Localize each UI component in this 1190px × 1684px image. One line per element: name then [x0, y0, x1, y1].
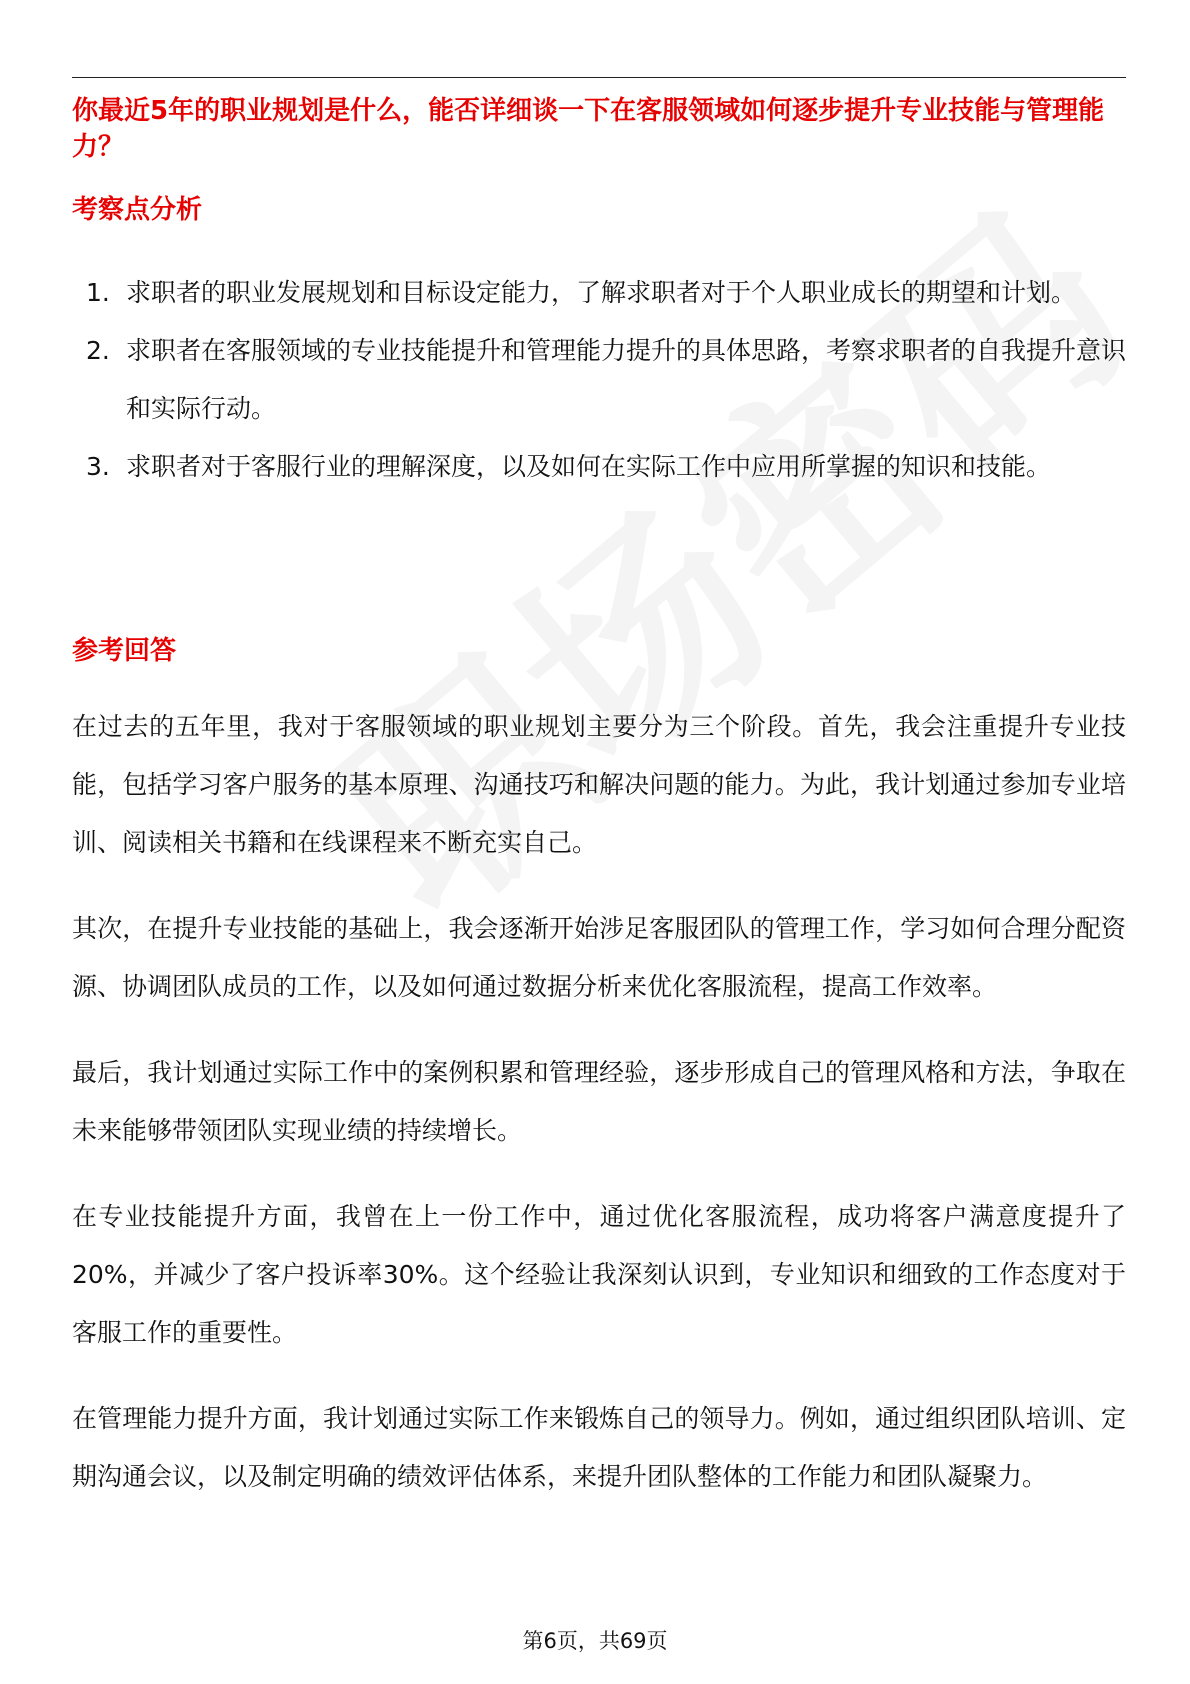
question-title: 你最近5年的职业规划是什么，能否详细谈一下在客服领域如何逐步提升专业技能与管理能力？	[72, 96, 1105, 162]
analysis-point	[72, 264, 1126, 322]
analysis-heading: 考察点分析	[72, 195, 203, 225]
answer-paragraph: 在管理能力提升方面，我计划通过实际工作来锻炼自己的领导力。例如，通过组织团队培训、定期沟通会议，以及制定明确的绩效评估体系，来提升团队整体的工作能力和团队凝聚力。	[72, 1404, 1126, 1491]
page-footer: 第6页，共69页	[522, 1629, 668, 1653]
point-number: 3.	[86, 452, 110, 481]
answer-paragraph: 在专业技能提升方面，我曾在上一份工作中，通过优化客服流程，成功将客户满意度提升了20%，并减少了客户投诉率30%。这个经验让我深刻认识到，专业知识和细致的工作态度对于客服工作的重要性。	[72, 1202, 1126, 1347]
top-divider	[72, 77, 1126, 78]
document-page	[72, 0, 1126, 1684]
answer-paragraph: 其次，在提升专业技能的基础上，我会逐渐开始涉足客服团队的管理工作，学习如何合理分配资源、协调团队成员的工作，以及如何通过数据分析来优化客服流程，提高工作效率。	[72, 914, 1126, 1001]
point-text: 求职者对于客服行业的理解深度，以及如何在实际工作中应用所掌握的知识和技能。	[126, 452, 1052, 481]
analysis-point	[72, 438, 1126, 496]
point-text: 求职者的职业发展规划和目标设定能力，了解求职者对于个人职业成长的期望和计划。	[126, 278, 1077, 307]
analysis-point	[72, 322, 1126, 438]
point-text: 求职者在客服领域的专业技能提升和管理能力提升的具体思路，考察求职者的自我提升意识和实际行动。	[126, 336, 1127, 423]
answer-paragraph: 最后，我计划通过实际工作中的案例积累和管理经验，逐步形成自己的管理风格和方法，争取在未来能够带领团队实现业绩的持续增长。	[72, 1058, 1126, 1145]
point-number: 2.	[86, 336, 110, 365]
answer-paragraph: 在过去的五年里，我对于客服领域的职业规划主要分为三个阶段。首先，我会注重提升专业技能，包括学习客户服务的基本原理、沟通技巧和解决问题的能力。为此，我计划通过参加专业培训、阅读相关书籍和在线课程来不断充实自己。	[72, 712, 1126, 857]
analysis-point-list	[72, 264, 1126, 496]
point-number: 1.	[86, 278, 110, 307]
answer-heading: 参考回答	[72, 636, 177, 666]
answer-body	[72, 698, 1126, 1534]
